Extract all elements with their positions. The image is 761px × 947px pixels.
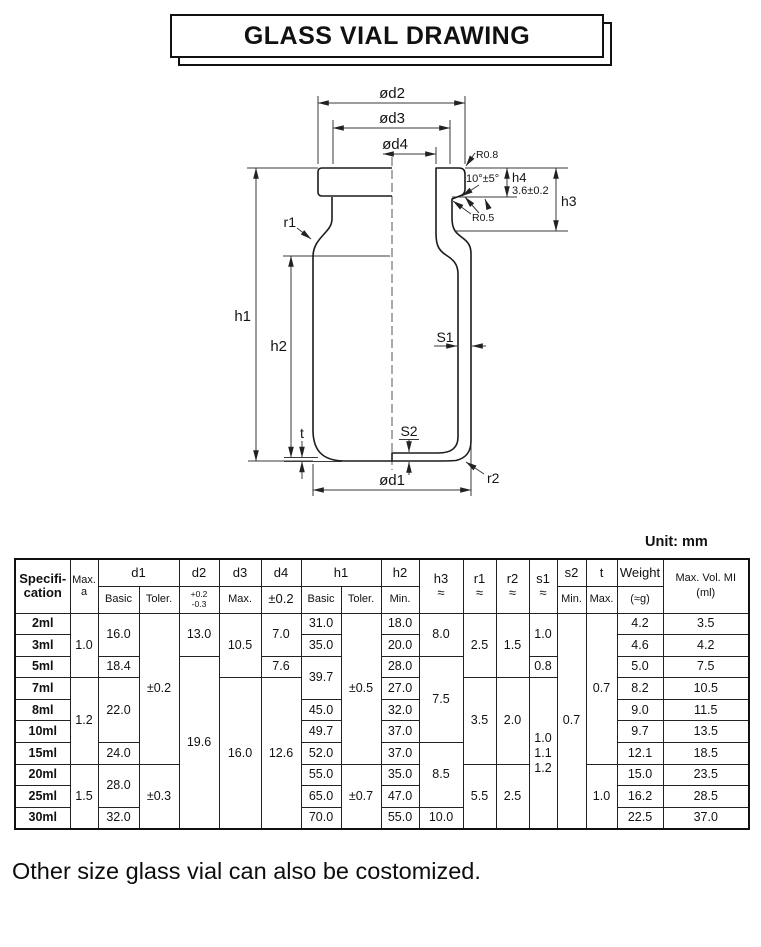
h3-label: h3: [561, 193, 577, 209]
value-cell: 3.5: [463, 678, 496, 764]
header-cell: Basic: [98, 586, 139, 613]
value-cell: 7.0: [261, 613, 301, 656]
value-cell: 5.5: [463, 764, 496, 829]
spec-cell: 15ml: [15, 743, 70, 765]
header-cell: t: [586, 559, 617, 586]
header-cell: Specifi- cation: [15, 559, 70, 613]
title-box: [170, 14, 604, 58]
table-row: [15, 807, 749, 829]
value-cell: 10.0: [419, 807, 463, 829]
value-cell: 31.0: [301, 613, 341, 635]
h1-label: h1: [234, 308, 251, 325]
dim-od3: [333, 110, 450, 128]
header-cell: r1 ≈: [463, 559, 496, 613]
spec-cell: 30ml: [15, 807, 70, 829]
od1-label: ød1: [379, 472, 405, 489]
h2-label: h2: [270, 338, 287, 355]
header-cell: d3: [219, 559, 261, 586]
table-row: [15, 656, 749, 678]
value-cell: 55.0: [301, 764, 341, 786]
header-cell: Weight: [617, 559, 663, 586]
r2-label: r2: [487, 470, 500, 486]
specification-table: [14, 558, 750, 830]
header-cell: Max.: [219, 586, 261, 613]
vial-technical-drawing: [0, 70, 761, 550]
r1-label: r1: [283, 214, 296, 230]
value-cell: 19.6: [179, 656, 219, 829]
value-cell: ±0.2: [139, 613, 179, 764]
od4-label: ød4: [382, 136, 408, 153]
callout-r1: [284, 214, 311, 239]
value-cell: 8.2: [617, 678, 663, 700]
callout-r08: [466, 149, 498, 166]
spec-cell: 8ml: [15, 699, 70, 721]
angle-label: 10°±5°: [466, 173, 500, 185]
header-cell: Toler.: [139, 586, 179, 613]
dim-od2: [318, 85, 465, 103]
value-cell: 55.0: [381, 807, 419, 829]
header-cell: d1: [98, 559, 179, 586]
od2-label: ød2: [379, 85, 405, 102]
value-cell: 2.0: [496, 678, 529, 764]
value-cell: 24.0: [98, 743, 139, 765]
table-row: [15, 764, 749, 786]
table-row: [15, 678, 749, 700]
callout-r05: [453, 197, 494, 224]
value-cell: 1.0: [586, 764, 617, 829]
value-cell: 2.5: [463, 613, 496, 678]
header-cell: Max. a: [70, 559, 98, 613]
value-cell: 3.5: [663, 613, 749, 635]
value-cell: 1.0 1.1 1.2: [529, 678, 557, 829]
value-cell: 1.0: [529, 613, 557, 656]
header-cell: +0.2 -0.3: [179, 586, 219, 613]
value-cell: 37.0: [381, 721, 419, 743]
header-cell: h2: [381, 559, 419, 586]
value-cell: 18.4: [98, 656, 139, 678]
h4-label: h4: [512, 170, 527, 185]
header-cell: Toler.: [341, 586, 381, 613]
value-cell: 4.6: [617, 635, 663, 657]
h4-value: 3.6±0.2: [512, 185, 549, 197]
dim-h4: [507, 168, 549, 197]
header-cell: r2 ≈: [496, 559, 529, 613]
value-cell: 22.5: [617, 807, 663, 829]
spec-cell: 10ml: [15, 721, 70, 743]
value-cell: 28.0: [98, 764, 139, 807]
value-cell: 27.0: [381, 678, 419, 700]
value-cell: 10.5: [663, 678, 749, 700]
value-cell: 12.1: [617, 743, 663, 765]
spec-cell: 7ml: [15, 678, 70, 700]
s2-label: S2: [400, 423, 418, 439]
value-cell: 7.6: [261, 656, 301, 678]
header-cell: h3 ≈: [419, 559, 463, 613]
value-cell: 22.0: [98, 678, 139, 743]
header-cell: Min.: [381, 586, 419, 613]
header-cell: h1: [301, 559, 381, 586]
header-cell: Max. Vol. MI (ml): [663, 559, 749, 613]
value-cell: 7.5: [663, 656, 749, 678]
callout-angle: [462, 173, 499, 209]
value-cell: ±0.5: [341, 613, 381, 764]
value-cell: 16.0: [98, 613, 139, 656]
footer-note: Other size glass vial can also be costomized.: [12, 858, 481, 884]
dim-s2: [399, 423, 419, 475]
value-cell: 47.0: [381, 786, 419, 808]
value-cell: 23.5: [663, 764, 749, 786]
table-body: [15, 613, 749, 829]
dim-od1: [313, 472, 471, 490]
spec-cell: 2ml: [15, 613, 70, 635]
value-cell: 49.7: [301, 721, 341, 743]
header-cell: (≈g): [617, 586, 663, 613]
dim-od4: [382, 136, 436, 154]
value-cell: 5.0: [617, 656, 663, 678]
value-cell: 9.0: [617, 699, 663, 721]
s1-label: S1: [436, 329, 454, 345]
value-cell: 0.7: [557, 613, 586, 829]
dim-t: [300, 425, 304, 479]
r05-label: R0.5: [472, 212, 495, 224]
value-cell: 35.0: [381, 764, 419, 786]
spec-cell: 5ml: [15, 656, 70, 678]
header-cell: ±0.2: [261, 586, 301, 613]
value-cell: 1.5: [70, 764, 98, 829]
value-cell: 28.0: [381, 656, 419, 678]
header-cell: Basic: [301, 586, 341, 613]
spec-cell: 3ml: [15, 635, 70, 657]
value-cell: 32.0: [381, 699, 419, 721]
od3-label: ød3: [379, 110, 405, 127]
header-cell: s1 ≈: [529, 559, 557, 613]
header-cell: Max.: [586, 586, 617, 613]
value-cell: 18.0: [381, 613, 419, 635]
dim-s1: [434, 329, 486, 346]
value-cell: 18.5: [663, 743, 749, 765]
value-cell: 10.5: [219, 613, 261, 678]
value-cell: 4.2: [617, 613, 663, 635]
header-cell: s2: [557, 559, 586, 586]
value-cell: 0.7: [586, 613, 617, 764]
value-cell: 32.0: [98, 807, 139, 829]
header-cell: Min.: [557, 586, 586, 613]
value-cell: ±0.3: [139, 764, 179, 829]
value-cell: 37.0: [381, 743, 419, 765]
value-cell: ±0.7: [341, 764, 381, 829]
value-cell: 52.0: [301, 743, 341, 765]
value-cell: 70.0: [301, 807, 341, 829]
value-cell: 28.5: [663, 786, 749, 808]
value-cell: 16.2: [617, 786, 663, 808]
value-cell: 39.7: [301, 656, 341, 699]
spec-cell: 25ml: [15, 786, 70, 808]
spec-cell: 20ml: [15, 764, 70, 786]
value-cell: 13.0: [179, 613, 219, 656]
value-cell: 1.2: [70, 678, 98, 764]
table-header: [15, 559, 749, 613]
value-cell: 4.2: [663, 635, 749, 657]
value-cell: 8.0: [419, 613, 463, 656]
dim-h2: [270, 256, 291, 458]
dim-h1: [234, 168, 256, 461]
value-cell: 1.0: [70, 613, 98, 678]
value-cell: 20.0: [381, 635, 419, 657]
header-cell: d2: [179, 559, 219, 586]
vial-section-hatched: [392, 168, 471, 461]
value-cell: 15.0: [617, 764, 663, 786]
page-title: GLASS VIAL DRAWING: [243, 21, 531, 50]
value-cell: 13.5: [663, 721, 749, 743]
value-cell: 45.0: [301, 699, 341, 721]
vial-outline: [313, 168, 392, 461]
value-cell: 7.5: [419, 656, 463, 742]
table-row: [15, 613, 749, 635]
value-cell: 12.6: [261, 678, 301, 829]
value-cell: 8.5: [419, 743, 463, 808]
value-cell: 9.7: [617, 721, 663, 743]
value-cell: 37.0: [663, 807, 749, 829]
table-row: [15, 743, 749, 765]
value-cell: 35.0: [301, 635, 341, 657]
unit-label: Unit: mm: [645, 534, 708, 550]
dim-h3: [556, 168, 577, 231]
value-cell: 1.5: [496, 613, 529, 678]
t-label: t: [300, 425, 304, 441]
value-cell: 0.8: [529, 656, 557, 678]
r08-label: R0.8: [476, 149, 499, 161]
value-cell: 65.0: [301, 786, 341, 808]
value-cell: 2.5: [496, 764, 529, 829]
header-cell: d4: [261, 559, 301, 586]
value-cell: 11.5: [663, 699, 749, 721]
value-cell: 16.0: [219, 678, 261, 829]
